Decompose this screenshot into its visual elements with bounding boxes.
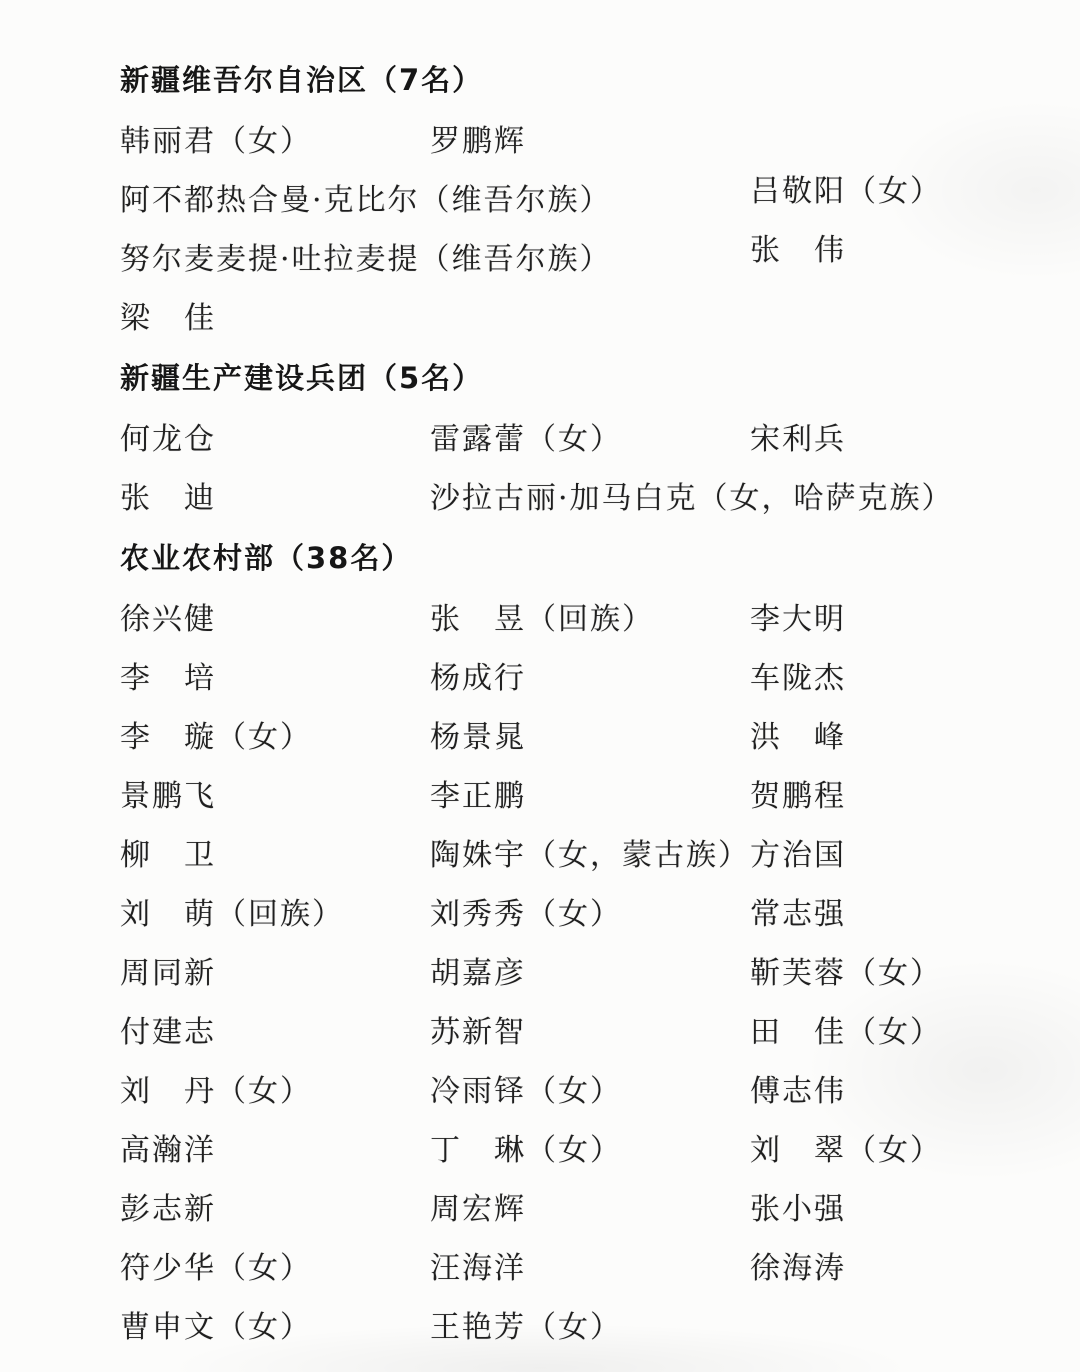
person-name: 田 佳（女） — [750, 1014, 942, 1050]
section-title: 农业农村部（38名） — [120, 541, 413, 575]
name-row — [120, 763, 1050, 822]
person-name: 刘秀秀（女） — [430, 896, 622, 932]
person-name: 阿不都热合曼·克比尔（维吾尔族） — [120, 182, 612, 218]
person-name: 徐海涛 — [750, 1250, 846, 1286]
name-row — [120, 167, 1050, 226]
person-name: 付建志 — [120, 1014, 216, 1050]
person-name: 柳 卫 — [120, 837, 216, 873]
name-list-sections — [120, 46, 1050, 1353]
name-row — [120, 285, 1050, 344]
person-name: 曹申文（女） — [120, 1309, 312, 1345]
person-name: 高瀚洋 — [120, 1132, 216, 1168]
person-name: 雷露蕾（女） — [430, 421, 622, 457]
person-name: 常志强 — [750, 896, 846, 932]
person-name: 徐兴健 — [120, 601, 216, 637]
person-name: 靳芙蓉（女） — [750, 955, 942, 991]
person-name: 刘 丹（女） — [120, 1073, 312, 1109]
person-name: 梁 佳 — [120, 300, 216, 336]
name-row — [120, 822, 1050, 881]
person-name: 陶姝宇（女，蒙古族） — [430, 837, 750, 873]
person-name: 杨成行 — [430, 660, 526, 696]
person-name: 车陇杰 — [750, 660, 846, 696]
person-name: 刘 翠（女） — [750, 1132, 942, 1168]
person-name: 符少华（女） — [120, 1250, 312, 1286]
person-name: 李 璇（女） — [120, 719, 312, 755]
name-row — [120, 226, 1050, 285]
name-row — [120, 1294, 1050, 1353]
person-name: 胡嘉彦 — [430, 955, 526, 991]
person-name: 汪海洋 — [430, 1250, 526, 1286]
name-row — [120, 1058, 1050, 1117]
person-name: 张 迪 — [120, 480, 216, 516]
person-name: 傅志伟 — [750, 1073, 846, 1109]
person-name: 张小强 — [750, 1191, 846, 1227]
name-row — [120, 406, 1050, 465]
name-row — [120, 704, 1050, 763]
person-name: 张 伟 — [750, 232, 846, 268]
name-row — [120, 1117, 1050, 1176]
person-name: 努尔麦麦提·吐拉麦提（维吾尔族） — [120, 241, 612, 277]
person-name: 周宏辉 — [430, 1191, 526, 1227]
name-row — [120, 1235, 1050, 1294]
name-row — [120, 999, 1050, 1058]
name-row — [120, 465, 1050, 524]
person-name: 丁 琳（女） — [430, 1132, 622, 1168]
person-name: 李正鹏 — [430, 778, 526, 814]
section-title: 新疆生产建设兵团（5名） — [120, 361, 484, 395]
name-row — [120, 940, 1050, 999]
person-name: 张 昱（回族） — [430, 601, 654, 637]
person-name: 杨景晁 — [430, 719, 526, 755]
name-row — [120, 586, 1050, 645]
person-name: 苏新智 — [430, 1014, 526, 1050]
name-row — [120, 1176, 1050, 1235]
name-row — [120, 881, 1050, 940]
person-name: 冷雨铎（女） — [430, 1073, 622, 1109]
person-name: 彭志新 — [120, 1191, 216, 1227]
person-name: 何龙仓 — [120, 421, 216, 457]
person-name: 方治国 — [750, 837, 846, 873]
name-row — [120, 645, 1050, 704]
person-name: 洪 峰 — [750, 719, 846, 755]
person-name: 吕敬阳（女） — [750, 173, 942, 209]
person-name: 刘 萌（回族） — [120, 896, 344, 932]
person-name: 沙拉古丽·加马白克（女，哈萨克族） — [430, 480, 954, 516]
person-name: 贺鹏程 — [750, 778, 846, 814]
person-name: 李 培 — [120, 660, 216, 696]
person-name: 景鹏飞 — [120, 778, 216, 814]
person-name: 韩丽君（女） — [120, 123, 312, 159]
person-name: 王艳芳（女） — [430, 1309, 622, 1345]
person-name: 周同新 — [120, 955, 216, 991]
person-name: 罗鹏辉 — [430, 123, 526, 159]
section-title: 新疆维吾尔自治区（7名） — [120, 63, 484, 97]
person-name: 李大明 — [750, 601, 846, 637]
person-name: 宋利兵 — [750, 421, 846, 457]
name-row — [120, 108, 1050, 167]
